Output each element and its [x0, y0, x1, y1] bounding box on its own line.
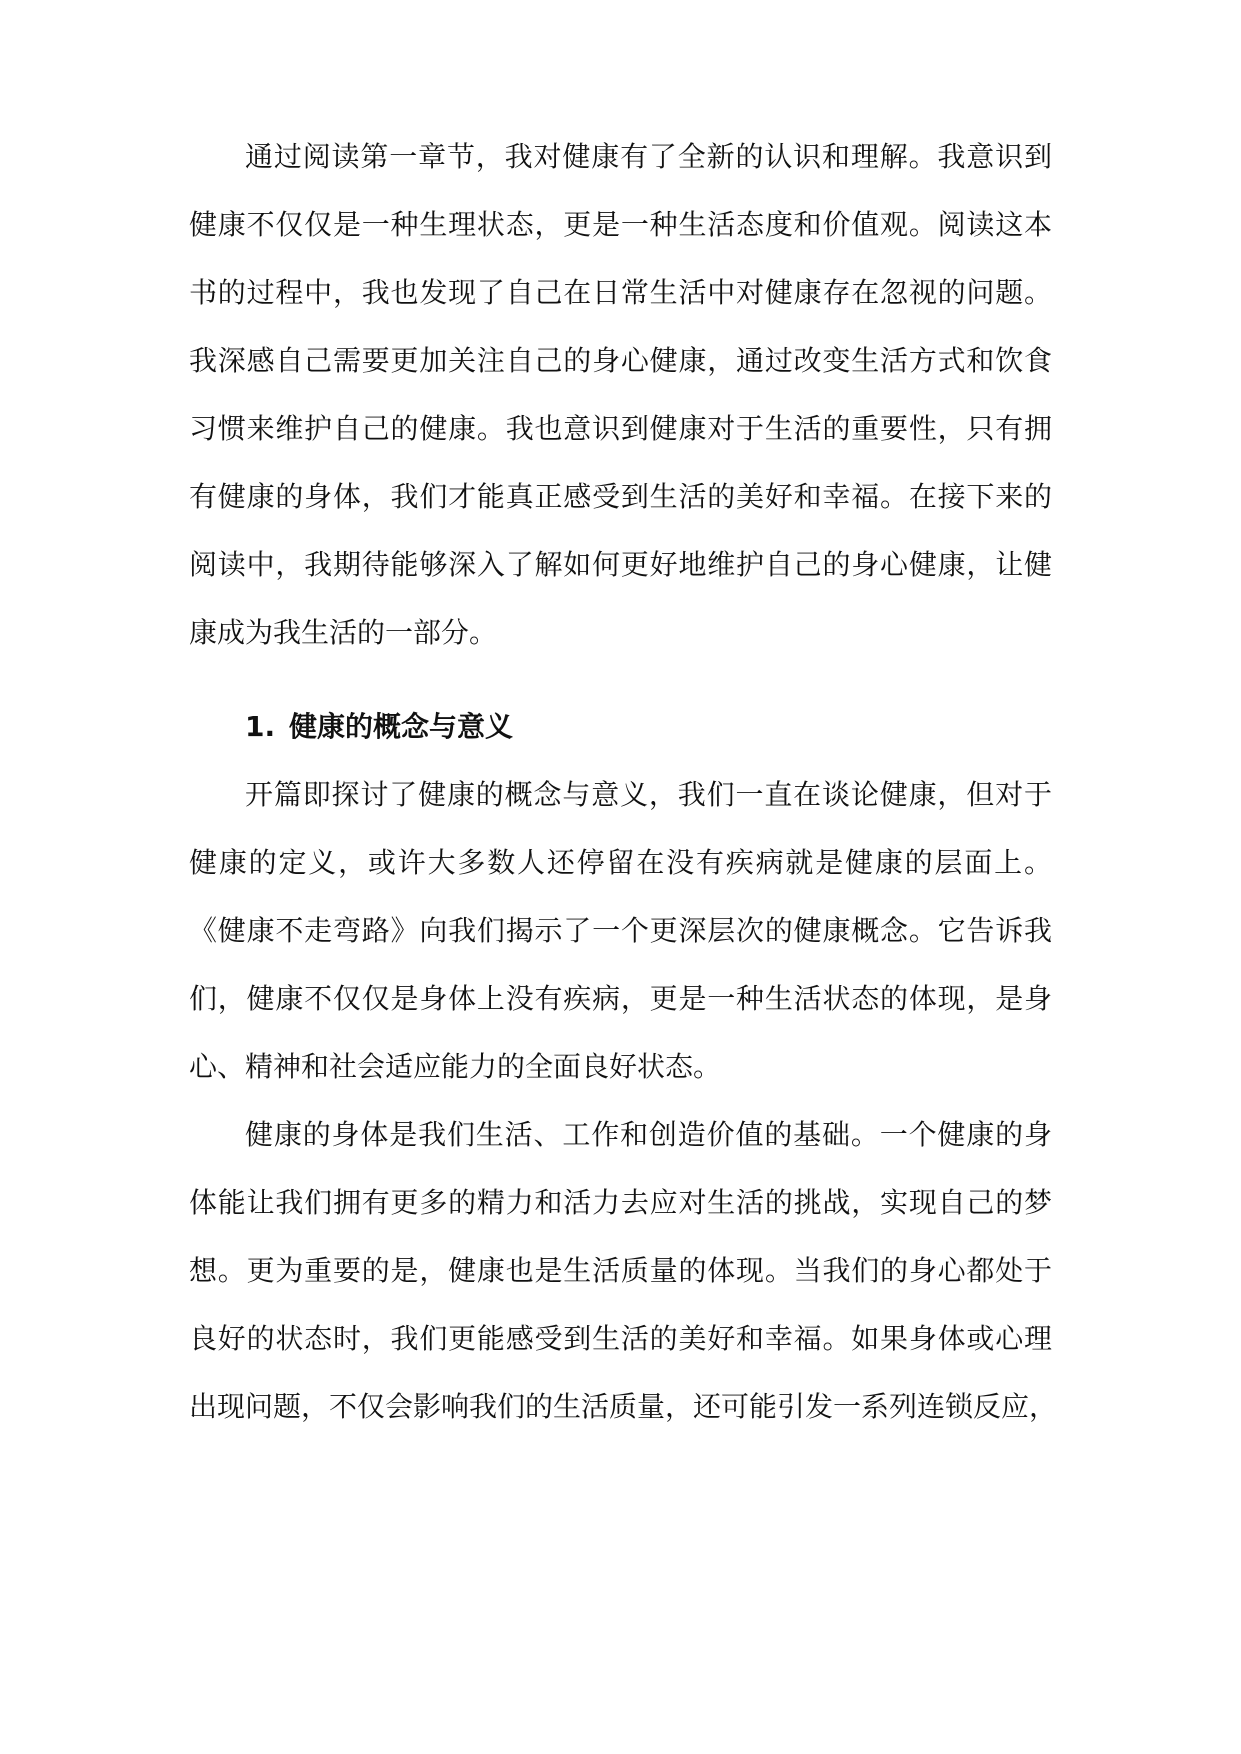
paragraph-3-line-1: 健康的身体是我们生活、工作和创造价值的基础。一个健康的身: [245, 1118, 1052, 1151]
paragraph-1-line-2: 健康不仅仅是一种生理状态，更是一种生活态度和价值观。阅读这本: [189, 208, 1052, 241]
section-heading: [245, 707, 513, 747]
section-title: 健康的概念与意义: [289, 710, 514, 743]
paragraph-2-line-2: 健康的定义，或许大多数人还停留在没有疾病就是健康的层面上。: [189, 846, 1052, 879]
paragraph-3-line-2: 体能让我们拥有更多的精力和活力去应对生活的挑战，实现自己的梦: [189, 1186, 1052, 1219]
paragraph-1-line-7: 阅读中，我期待能够深入了解如何更好地维护自己的身心健康，让健: [189, 548, 1052, 581]
paragraph-2-line-5: 心、精神和社会适应能力的全面良好状态。: [189, 1050, 722, 1083]
paragraph-1-line-5: 习惯来维护自己的健康。我也意识到健康对于生活的重要性，只有拥: [189, 412, 1052, 445]
paragraph-2-line-4: 们，健康不仅仅是身体上没有疾病，更是一种生活状态的体现，是身: [189, 982, 1052, 1015]
paragraph-1-line-1: 通过阅读第一章节，我对健康有了全新的认识和理解。我意识到: [245, 140, 1052, 173]
paragraph-1-line-4: 我深感自己需要更加关注自己的身心健康，通过改变生活方式和饮食: [189, 344, 1052, 377]
paragraph-1-line-6: 有健康的身体，我们才能真正感受到生活的美好和幸福。在接下来的: [189, 480, 1052, 513]
section-number: 1.: [245, 710, 276, 743]
paragraph-3-line-5: 出现问题，不仅会影响我们的生活质量，还可能引发一系列连锁反应，: [189, 1390, 1058, 1423]
paragraph-2-line-1: 开篇即探讨了健康的概念与意义，我们一直在谈论健康，但对于: [245, 778, 1052, 811]
paragraph-1-line-8: 康成为我生活的一部分。: [189, 616, 498, 649]
paragraph-1-line-3: 书的过程中，我也发现了自己在日常生活中对健康存在忽视的问题。: [189, 276, 1052, 309]
paragraph-2-line-3: 《健康不走弯路》向我们揭示了一个更深层次的健康概念。它告诉我: [189, 914, 1052, 947]
paragraph-3-line-3: 想。更为重要的是，健康也是生活质量的体现。当我们的身心都处于: [189, 1254, 1052, 1287]
paragraph-3-line-4: 良好的状态时，我们更能感受到生活的美好和幸福。如果身体或心理: [189, 1322, 1052, 1355]
